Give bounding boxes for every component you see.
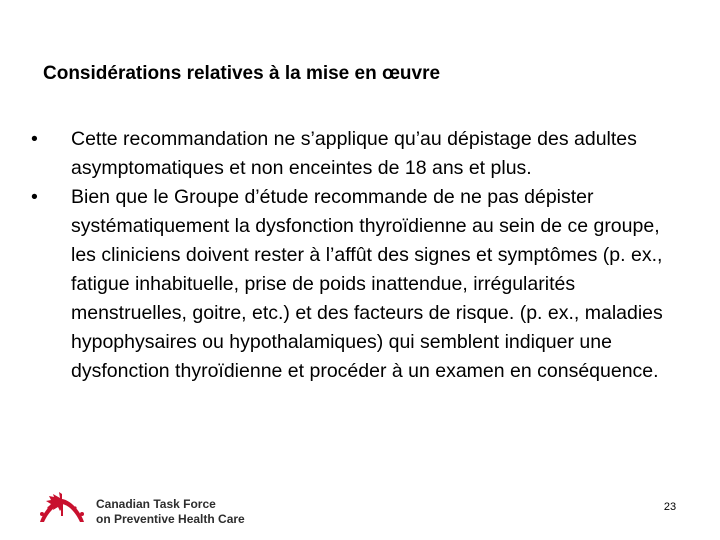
- bullet-text: Bien que le Groupe d’étude recommande de ne pas dépister systématiquement la dysfonction thyroïdienne au sein de ce groupe, les cliniciens doivent rester à l’affût des signes et symptômes (p. ex., fatigue inhabituelle, prise de poids inattendue, irrégularités menstruelles, goitre, etc.) et des facteurs de risque. (p. ex., maladies hypophysaires ou hypothalamiques) qui semblent indiquer une dysfonction thyroïdienne et procéder à un examen en conséquence.: [71, 186, 663, 382]
- bullet-item: [28, 183, 688, 386]
- page-number: 23: [663, 501, 677, 513]
- slide-title: Considérations relatives à la mise en œuvre: [43, 63, 441, 84]
- bullet-text: Cette recommandation ne s’applique qu’au dépistage des adultes asymptomatiques et non enceintes de 18 ans et plus.: [71, 128, 637, 179]
- organization-name-line2: on Preventive Health Care: [96, 512, 245, 526]
- bullet-list: [28, 125, 688, 386]
- bullet-marker: •: [31, 128, 38, 150]
- organization-name-line1: Canadian Task Force: [96, 497, 216, 511]
- bullet-marker: •: [31, 186, 38, 208]
- bullet-item: [28, 125, 688, 183]
- organization-name: [96, 497, 245, 527]
- maple-leaf-logo-icon: [36, 488, 88, 526]
